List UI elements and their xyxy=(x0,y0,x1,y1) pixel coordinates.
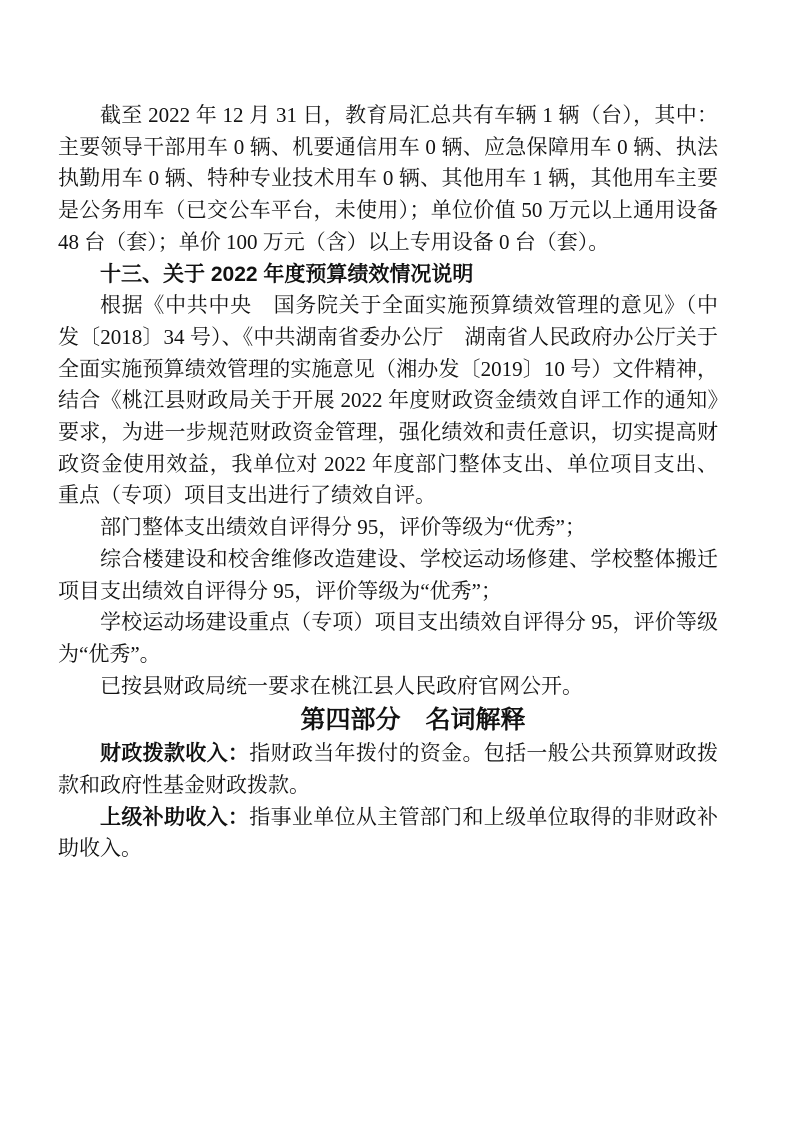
term-definition-superior-subsidy-income: 指事业单位从主管部门和上级单位取得的非财政补助收入。 xyxy=(58,804,718,861)
heading-part-4-glossary: 第四部分 名词解释 xyxy=(300,706,526,735)
term-label-fiscal-appropriation-income: 财政拨款收入： xyxy=(100,742,250,766)
glossary-term-fiscal-appropriation-income xyxy=(58,738,718,801)
glossary-term-superior-subsidy-income xyxy=(58,802,718,865)
term-definition-fiscal-appropriation-income: 指财政当年拨付的资金。包括一般公共预算财政拨款和政府性基金财政拨款。 xyxy=(58,741,718,798)
document-body xyxy=(58,0,718,865)
paragraph-vehicle-asset-summary: 截至 2022 年 12 月 31 日，教育局汇总共有车辆 1 辆（台），其中：主要领导干部用车 0 辆、机要通信用车 0 辆、应急保障用车 0 辆、执法执勤用车 0 辆、特种专业技术用车 0 辆、其他用车 1 辆，其他用车主要是公务用车（已交公车平台，未使用）；单位价值 50 万元以上通用设备 48 台（套）；单价 100 万元（含）以上专用设备 0 台（套）。 xyxy=(58,103,718,254)
paragraph-department-overall-score: 部门整体支出绩效自评得分 95，评价等级为“优秀”； xyxy=(100,515,586,540)
term-label-superior-subsidy-income: 上级补助收入： xyxy=(100,805,250,829)
paragraph-unit-project-score: 综合楼建设和校舍维修改造建设、学校运动场修建、学校整体搬迁项目支出绩效自评得分 95，评价等级为“优秀”； xyxy=(58,546,718,603)
paragraph-key-project-score: 学校运动场建设重点（专项）项目支出绩效自评得分 95，评价等级为“优秀”。 xyxy=(58,610,718,666)
heading-section-13-budget-performance: 十三、关于 2022 年度预算绩效情况说明 xyxy=(100,262,474,286)
paragraph-publication-note: 已按县财政局统一要求在桃江县人民政府官网公开。 xyxy=(100,673,583,698)
paragraph-policy-basis-self-evaluation: 根据《中共中央 国务院关于全面实施预算绩效管理的意见》（中发〔2018〕34 号）、《中共湖南省委办公厅 湖南省人民政府办公厅关于全面实施预算绩效管理的实施意见（湘办发〔2019〕10 号）文件精神，结合《桃江县财政局关于开展 2022 年度财政资金绩效自评工作的通知》要求，为进一步规范财政资金管理，强化绩效和责任意识，切实提高财政资金使用效益，我单位对 2022 年度部门整体支出、单位项目支出、重点（专项）项目支出进行了绩效自评。 xyxy=(58,293,718,508)
